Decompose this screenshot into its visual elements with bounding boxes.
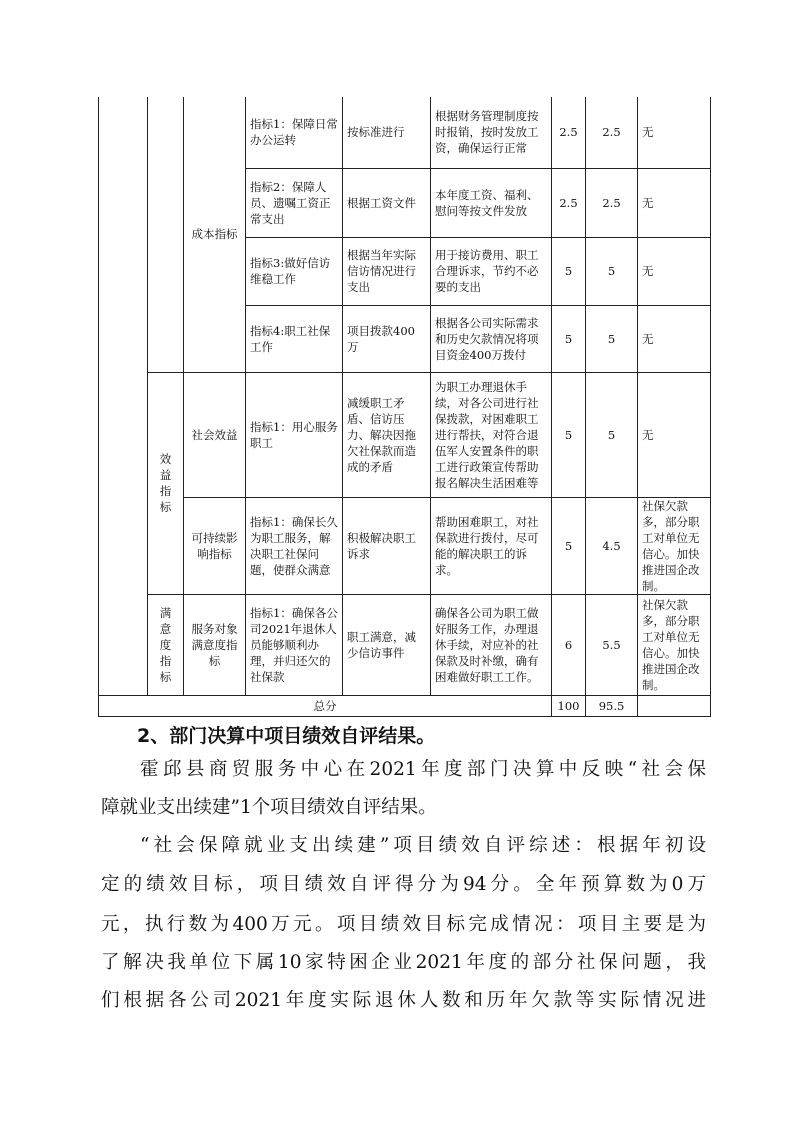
weight: 6 xyxy=(552,594,586,695)
table-row xyxy=(99,97,711,168)
indicator: 指标1：确保长久为职工服务，解决职工社保问题，使群众满意 xyxy=(246,497,343,594)
target: 积极解决职工诉求 xyxy=(343,497,431,594)
sub-category: 服务对象满意度指标 xyxy=(184,594,246,695)
total-weight: 100 xyxy=(552,695,586,716)
indicator: 指标2：保障人员、遗嘱工资正常支出 xyxy=(246,168,343,237)
target: 根据当年实际信访情况进行支出 xyxy=(343,237,431,305)
table-row xyxy=(99,594,711,695)
total-label: 总分 xyxy=(99,695,552,716)
indicator: 指标1：保障日常办公运转 xyxy=(246,97,343,168)
actual: 用于接访费用、职工合理诉求，节约不必要的支出 xyxy=(431,237,552,305)
actual: 根据各公司实际需求和历史欠款情况将项目资金400万拨付 xyxy=(431,305,552,372)
score: 4.5 xyxy=(586,497,638,594)
weight: 5 xyxy=(552,305,586,372)
category-cell xyxy=(99,97,148,695)
weight: 5 xyxy=(552,497,586,594)
score: 5 xyxy=(586,305,638,372)
benefit-category: 效益指标 xyxy=(148,372,184,594)
note: 无 xyxy=(638,305,711,372)
table-row xyxy=(99,372,711,497)
table-row xyxy=(99,497,711,594)
weight: 5 xyxy=(552,237,586,305)
paragraph-line: 霍邱县商贸服务中心在2021年度部门决算中反映“社会保 xyxy=(140,759,706,780)
weight: 5 xyxy=(552,372,586,497)
target: 按标准进行 xyxy=(343,97,431,168)
paragraph-line: “社会保障就业支出续建”项目绩效自评综述：根据年初设 xyxy=(140,835,706,856)
note: 无 xyxy=(638,237,711,305)
section-heading: 2、部门决算中项目绩效自评结果。 xyxy=(137,725,436,747)
satisfaction-category: 满意度指标 xyxy=(148,594,184,695)
weight: 2.5 xyxy=(552,168,586,237)
weight: 2.5 xyxy=(552,97,586,168)
actual: 为职工办理退休手续，对各公司进行社保拨款，对困难职工进行帮扶，对符合退伍军人安置条件的职工进行政策宣传帮助报名解决生活困难等 xyxy=(431,372,552,497)
score: 5.5 xyxy=(586,594,638,695)
actual: 确保各公司为职工做好服务工作，办理退休手续，对应补的社保款及时补缴，确有困难做好职工工作。 xyxy=(431,594,552,695)
paragraph-line: 了解决我单位下属10家特困企业2021年度的部分社保问题，我 xyxy=(101,952,706,973)
score: 5 xyxy=(586,237,638,305)
note: 社保欠款多，部分职工对单位无信心。加快推进国企改制。 xyxy=(638,497,711,594)
indicator: 指标1：用心服务职工 xyxy=(246,372,343,497)
total-row xyxy=(99,695,711,716)
score: 5 xyxy=(586,372,638,497)
category-cell xyxy=(148,97,184,372)
paragraph-line: 元，执行数为400万元。项目绩效目标完成情况：项目主要是为 xyxy=(101,914,706,935)
sub-category: 社会效益 xyxy=(184,372,246,497)
indicator: 指标1：确保各公司2021年退休人员能够顺利办理，并归还欠的社保款 xyxy=(246,594,343,695)
sub-category: 可持续影响指标 xyxy=(184,497,246,594)
actual: 本年度工资、福利、慰问等按文件发放 xyxy=(431,168,552,237)
score: 2.5 xyxy=(586,97,638,168)
performance-table xyxy=(98,97,711,717)
total-score: 95.5 xyxy=(586,695,638,716)
note: 无 xyxy=(638,97,711,168)
target: 职工满意，减少信访事件 xyxy=(343,594,431,695)
note: 社保欠款多，部分职工对单位无信心。加快推进国企改制。 xyxy=(638,594,711,695)
actual: 帮助困难职工，对社保款进行拨付，尽可能的解决职工的诉求。 xyxy=(431,497,552,594)
target: 减缓职工矛盾、信访压力、解决因拖欠社保款而造成的矛盾 xyxy=(343,372,431,497)
total-note xyxy=(638,695,711,716)
note: 无 xyxy=(638,372,711,497)
paragraph-line: 障就业支出续建”1个项目绩效自评结果。 xyxy=(101,797,437,818)
paragraph-line: 们根据各公司2021年度实际退休人数和历年欠款等实际情况进 xyxy=(101,990,706,1011)
indicator: 指标3:做好信访维稳工作 xyxy=(246,237,343,305)
actual: 根据财务管理制度按时报销，按时发放工资，确保运行正常 xyxy=(431,97,552,168)
paragraph-line: 定的绩效目标，项目绩效自评得分为94分。全年预算数为0万 xyxy=(101,874,706,895)
target: 项目拨款400万 xyxy=(343,305,431,372)
target: 根据工资文件 xyxy=(343,168,431,237)
cost-category: 成本指标 xyxy=(184,97,246,372)
score: 2.5 xyxy=(586,168,638,237)
note: 无 xyxy=(638,168,711,237)
indicator: 指标4:职工社保工作 xyxy=(246,305,343,372)
